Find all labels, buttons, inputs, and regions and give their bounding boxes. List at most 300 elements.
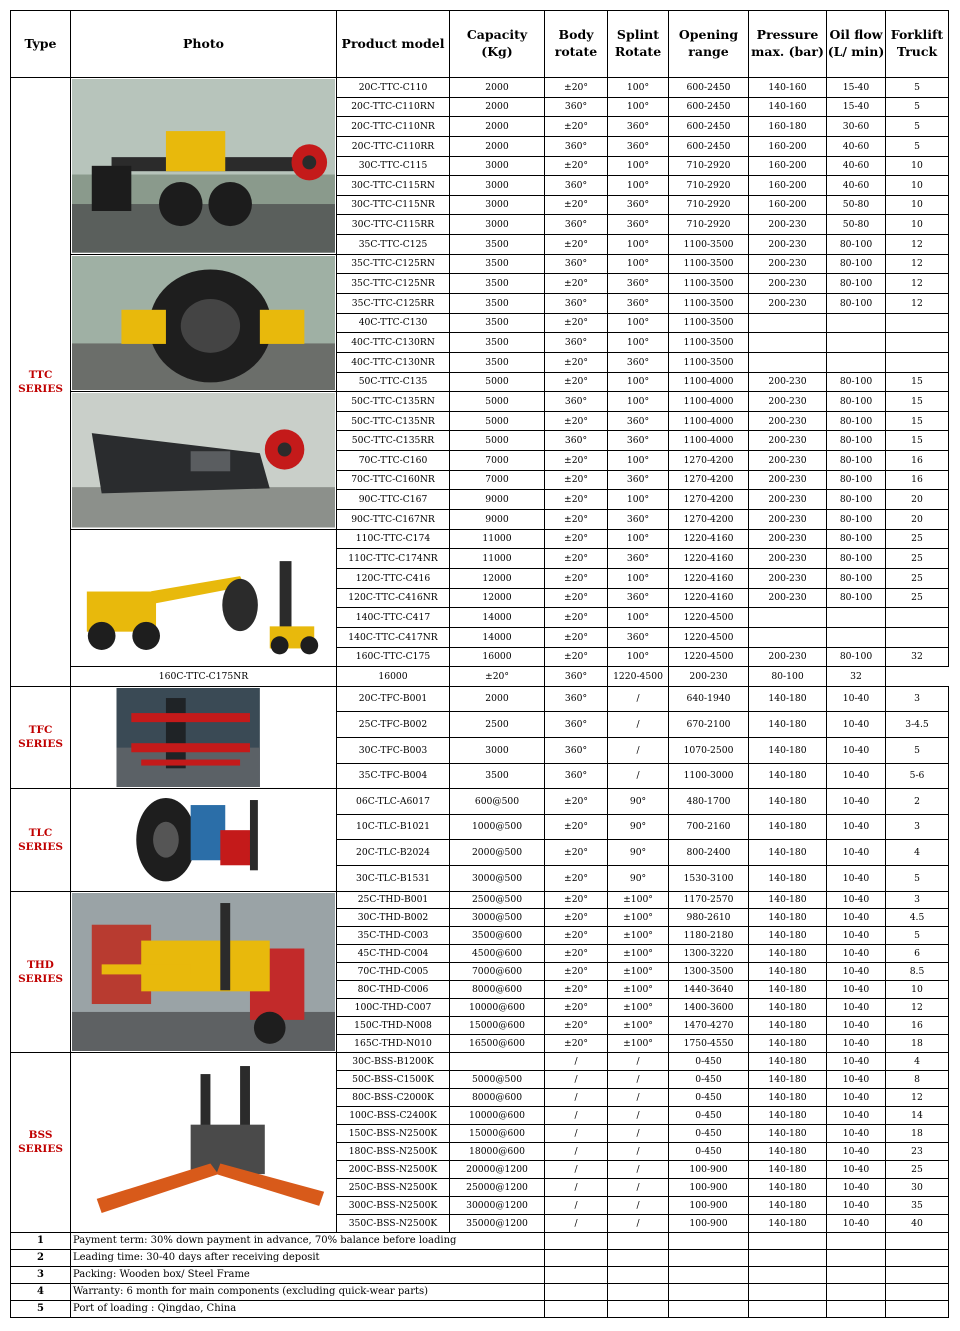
cell-pressure bbox=[749, 352, 827, 372]
cell-model: 20C-TTC-C110 bbox=[337, 78, 450, 98]
cell-splint-rotate: 360° bbox=[608, 431, 669, 451]
cell-model: 140C-TTC-C417 bbox=[337, 608, 450, 628]
cell-splint-rotate: 360° bbox=[608, 293, 669, 313]
cell-body-rotate: ±20° bbox=[545, 999, 608, 1017]
cell-splint-rotate: / bbox=[608, 1142, 669, 1160]
cell-oil-flow: 80-100 bbox=[827, 647, 886, 667]
cell-capacity: 9000 bbox=[450, 510, 545, 530]
footer-empty-cell bbox=[608, 1266, 669, 1283]
cell-pressure: 200-230 bbox=[749, 274, 827, 294]
cell-oil-flow: 10-40 bbox=[827, 712, 886, 738]
footer-empty-cell bbox=[827, 1266, 886, 1283]
cell-body-rotate: ±20° bbox=[545, 78, 608, 98]
cell-oil-flow: 10-40 bbox=[827, 1053, 886, 1071]
cell-forklift-truck: 16 bbox=[886, 1017, 949, 1035]
cell-capacity: 1000@500 bbox=[450, 814, 545, 840]
cell-forklift-truck: 8.5 bbox=[886, 963, 949, 981]
cell-body-rotate: / bbox=[545, 1106, 608, 1124]
cell-model: 40C-TTC-C130 bbox=[337, 313, 450, 333]
table-row bbox=[11, 667, 949, 687]
footer-empty-cell bbox=[545, 1266, 608, 1283]
cell-forklift-truck: 5 bbox=[886, 97, 949, 117]
footer-number: 5 bbox=[11, 1300, 71, 1317]
cell-oil-flow: 40-60 bbox=[827, 176, 886, 196]
cell-pressure: 200-230 bbox=[749, 411, 827, 431]
cell-opening-range: 1100-4000 bbox=[669, 411, 749, 431]
cell-body-rotate: ±20° bbox=[545, 1035, 608, 1053]
cell-pressure: 140-180 bbox=[749, 865, 827, 891]
cell-pressure: 200-230 bbox=[749, 588, 827, 608]
cell-forklift-truck: 5 bbox=[886, 737, 949, 763]
cell-capacity: 2000 bbox=[450, 117, 545, 137]
cell-body-rotate: 360° bbox=[545, 712, 608, 738]
cell-splint-rotate: ±100° bbox=[608, 963, 669, 981]
cell-opening-range: 600-2450 bbox=[669, 136, 749, 156]
cell-pressure: 160-200 bbox=[749, 195, 827, 215]
footer-empty-cell bbox=[886, 1283, 949, 1300]
cell-body-rotate: ±20° bbox=[545, 927, 608, 945]
cell-capacity: 5000 bbox=[450, 372, 545, 392]
cell-model: 140C-TTC-C417NR bbox=[337, 627, 450, 647]
cell-model: 35C-TTC-C125NR bbox=[337, 274, 450, 294]
footer-empty-cell bbox=[827, 1249, 886, 1266]
cell-model: 40C-TTC-C130RN bbox=[337, 333, 450, 353]
cell-capacity: 3000 bbox=[450, 156, 545, 176]
cell-pressure bbox=[749, 333, 827, 353]
cell-oil-flow: 40-60 bbox=[827, 156, 886, 176]
cell-model: 25C-THD-B001 bbox=[337, 891, 450, 909]
cell-forklift-truck: 12 bbox=[886, 999, 949, 1017]
cell-capacity: 7000 bbox=[450, 451, 545, 471]
cell-opening-range: 1300-3220 bbox=[669, 945, 749, 963]
cell-pressure: 140-180 bbox=[749, 1017, 827, 1035]
cell-forklift-truck: 16 bbox=[886, 451, 949, 471]
cell-forklift-truck: 15 bbox=[886, 411, 949, 431]
cell-forklift-truck: 12 bbox=[886, 1089, 949, 1107]
cell-model: 110C-TTC-C174NR bbox=[337, 549, 450, 569]
footer-row bbox=[11, 1300, 949, 1317]
cell-forklift-truck: 10 bbox=[886, 156, 949, 176]
cell-forklift-truck: 20 bbox=[886, 490, 949, 510]
cell-splint-rotate: 90° bbox=[608, 840, 669, 866]
cell-pressure: 160-180 bbox=[749, 117, 827, 137]
cell-forklift-truck: 35 bbox=[886, 1196, 949, 1214]
cell-opening-range: 710-2920 bbox=[669, 195, 749, 215]
cell-model: 40C-TTC-C130NR bbox=[337, 352, 450, 372]
cell-model: 70C-THD-C005 bbox=[337, 963, 450, 981]
cell-splint-rotate: 100° bbox=[608, 313, 669, 333]
cell-oil-flow bbox=[827, 313, 886, 333]
cell-capacity: 12000 bbox=[450, 568, 545, 588]
cell-capacity: 11000 bbox=[450, 549, 545, 569]
footer-empty-cell bbox=[608, 1300, 669, 1317]
cell-pressure: 140-180 bbox=[749, 909, 827, 927]
cell-model: 30C-TTC-C115RR bbox=[337, 215, 450, 235]
cell-forklift-truck: 5-6 bbox=[886, 763, 949, 789]
cell-forklift-truck: 2 bbox=[886, 789, 949, 815]
cell-splint-rotate: 360° bbox=[608, 549, 669, 569]
yellow-forklift-handler-photo bbox=[71, 891, 337, 1053]
cell-oil-flow: 80-100 bbox=[749, 667, 827, 687]
cell-forklift-truck: 4.5 bbox=[886, 909, 949, 927]
cell-pressure: 140-180 bbox=[749, 763, 827, 789]
footer-text: Leading time: 30-40 days after receiving deposit bbox=[71, 1249, 545, 1266]
cell-body-rotate: 360° bbox=[545, 254, 608, 274]
cell-pressure: 140-160 bbox=[749, 97, 827, 117]
cell-body-rotate: ±20° bbox=[545, 510, 608, 530]
footer-empty-cell bbox=[827, 1283, 886, 1300]
cell-splint-rotate: ±100° bbox=[608, 927, 669, 945]
cell-capacity: 5000 bbox=[450, 392, 545, 412]
cell-capacity: 10000@600 bbox=[450, 999, 545, 1017]
cell-oil-flow: 10-40 bbox=[827, 891, 886, 909]
footer-row bbox=[11, 1232, 949, 1249]
footer-empty-cell bbox=[545, 1300, 608, 1317]
cell-capacity: 4500@600 bbox=[450, 945, 545, 963]
cell-body-rotate: ±20° bbox=[545, 549, 608, 569]
cell-forklift-truck: 10 bbox=[886, 176, 949, 196]
cell-capacity: 3500 bbox=[450, 333, 545, 353]
cell-forklift-truck: 10 bbox=[886, 215, 949, 235]
cell-oil-flow: 10-40 bbox=[827, 737, 886, 763]
cell-model: 25C-TFC-B002 bbox=[337, 712, 450, 738]
cell-capacity: 35000@1200 bbox=[450, 1214, 545, 1232]
cell-oil-flow: 10-40 bbox=[827, 1178, 886, 1196]
cell-body-rotate: / bbox=[545, 1178, 608, 1196]
cell-splint-rotate: 90° bbox=[608, 865, 669, 891]
cell-capacity: 3500@600 bbox=[450, 927, 545, 945]
cell-oil-flow: 80-100 bbox=[827, 254, 886, 274]
cell-pressure: 140-180 bbox=[749, 999, 827, 1017]
cell-model: 50C-TTC-C135NR bbox=[337, 411, 450, 431]
series-type-label: BSS SERIES bbox=[11, 1053, 71, 1233]
header-model: Product model bbox=[337, 11, 450, 78]
cell-splint-rotate: ±100° bbox=[608, 981, 669, 999]
cell-pressure bbox=[749, 608, 827, 628]
cell-pressure: 200-230 bbox=[669, 667, 749, 687]
cell-forklift-truck: 3 bbox=[886, 814, 949, 840]
cell-opening-range: 0-450 bbox=[669, 1142, 749, 1160]
cell-capacity: 3000 bbox=[450, 737, 545, 763]
cell-capacity: 7000@600 bbox=[450, 963, 545, 981]
cell-pressure: 140-160 bbox=[749, 78, 827, 98]
cell-forklift-truck: 40 bbox=[886, 1214, 949, 1232]
cell-forklift-truck bbox=[886, 352, 949, 372]
cell-capacity: 3000 bbox=[450, 176, 545, 196]
cell-model: 80C-THD-C006 bbox=[337, 981, 450, 999]
cell-forklift-truck bbox=[886, 313, 949, 333]
cell-pressure: 200-230 bbox=[749, 235, 827, 255]
cell-capacity: 5000 bbox=[450, 411, 545, 431]
cell-capacity: 12000 bbox=[450, 588, 545, 608]
cell-splint-rotate: 100° bbox=[608, 451, 669, 471]
cell-splint-rotate: / bbox=[608, 1124, 669, 1142]
cell-model: 70C-TTC-C160NR bbox=[337, 470, 450, 490]
cell-forklift-truck: 5 bbox=[886, 136, 949, 156]
cell-capacity: 14000 bbox=[450, 627, 545, 647]
cell-opening-range: 1100-3000 bbox=[669, 763, 749, 789]
cell-opening-range: 100-900 bbox=[669, 1178, 749, 1196]
cell-body-rotate: / bbox=[545, 1214, 608, 1232]
cell-forklift-truck: 8 bbox=[886, 1071, 949, 1089]
cell-body-rotate: ±20° bbox=[545, 352, 608, 372]
cell-body-rotate: ±20° bbox=[545, 608, 608, 628]
cell-body-rotate: ±20° bbox=[545, 451, 608, 471]
cell-splint-rotate: 360° bbox=[608, 117, 669, 137]
cell-oil-flow: 10-40 bbox=[827, 1160, 886, 1178]
side-shifter-fork-positioner-photo bbox=[71, 1053, 337, 1233]
cell-opening-range: 1220-4160 bbox=[669, 568, 749, 588]
cell-opening-range: 0-450 bbox=[669, 1124, 749, 1142]
cell-forklift-truck: 15 bbox=[886, 392, 949, 412]
cell-model: 150C-BSS-N2500K bbox=[337, 1124, 450, 1142]
cell-capacity bbox=[450, 1053, 545, 1071]
cell-oil-flow: 50-80 bbox=[827, 195, 886, 215]
cell-forklift-truck: 3-4.5 bbox=[886, 712, 949, 738]
cell-pressure: 140-180 bbox=[749, 712, 827, 738]
cell-body-rotate: ±20° bbox=[545, 490, 608, 510]
cell-opening-range: 600-2450 bbox=[669, 78, 749, 98]
cell-pressure: 140-180 bbox=[749, 1160, 827, 1178]
cell-model: 350C-BSS-N2500K bbox=[337, 1214, 450, 1232]
cell-oil-flow: 80-100 bbox=[827, 411, 886, 431]
cell-oil-flow: 10-40 bbox=[827, 1124, 886, 1142]
cell-body-rotate: ±20° bbox=[545, 865, 608, 891]
cell-oil-flow: 10-40 bbox=[827, 840, 886, 866]
cell-opening-range: 710-2920 bbox=[669, 156, 749, 176]
cell-oil-flow: 10-40 bbox=[827, 1196, 886, 1214]
cell-oil-flow: 10-40 bbox=[827, 999, 886, 1017]
cell-oil-flow: 80-100 bbox=[827, 470, 886, 490]
cell-capacity: 10000@600 bbox=[450, 1106, 545, 1124]
cell-model: 30C-TTC-C115RN bbox=[337, 176, 450, 196]
cell-splint-rotate: ±100° bbox=[608, 999, 669, 1017]
cell-splint-rotate: 360° bbox=[608, 215, 669, 235]
cell-model: 20C-TLC-B2024 bbox=[337, 840, 450, 866]
header-photo: Photo bbox=[71, 11, 337, 78]
cell-splint-rotate: 360° bbox=[608, 352, 669, 372]
cell-model: 90C-TTC-C167 bbox=[337, 490, 450, 510]
tire-handler-attachment-photo bbox=[71, 392, 337, 530]
cell-opening-range: 1220-4500 bbox=[608, 667, 669, 687]
cell-pressure: 140-180 bbox=[749, 891, 827, 909]
cell-pressure: 140-180 bbox=[749, 981, 827, 999]
cell-capacity: 3500 bbox=[450, 235, 545, 255]
cell-pressure: 140-180 bbox=[749, 737, 827, 763]
cell-forklift-truck: 15 bbox=[886, 431, 949, 451]
footer-empty-cell bbox=[749, 1300, 827, 1317]
footer-empty-cell bbox=[669, 1232, 749, 1249]
cell-opening-range: 1750-4550 bbox=[669, 1035, 749, 1053]
cell-model: 20C-TFC-B001 bbox=[337, 686, 450, 712]
series-type-label: TLC SERIES bbox=[11, 789, 71, 891]
cell-pressure: 200-230 bbox=[749, 451, 827, 471]
cell-forklift-truck: 15 bbox=[886, 372, 949, 392]
cell-body-rotate: / bbox=[545, 1053, 608, 1071]
cell-body-rotate: ±20° bbox=[545, 945, 608, 963]
cell-opening-range: 1100-3500 bbox=[669, 254, 749, 274]
cell-body-rotate: ±20° bbox=[545, 411, 608, 431]
cell-splint-rotate: 360° bbox=[608, 510, 669, 530]
cell-body-rotate: ±20° bbox=[545, 274, 608, 294]
cell-capacity: 3000@500 bbox=[450, 865, 545, 891]
cell-pressure: 200-230 bbox=[749, 529, 827, 549]
cell-capacity: 3500 bbox=[450, 293, 545, 313]
cell-model: 120C-TTC-C416 bbox=[337, 568, 450, 588]
cell-pressure: 140-180 bbox=[749, 963, 827, 981]
cell-body-rotate: ±20° bbox=[545, 840, 608, 866]
cell-model: 150C-THD-N008 bbox=[337, 1017, 450, 1035]
cell-model: 180C-BSS-N2500K bbox=[337, 1142, 450, 1160]
cell-splint-rotate: / bbox=[608, 1214, 669, 1232]
cell-splint-rotate: 90° bbox=[608, 814, 669, 840]
cell-forklift-truck: 25 bbox=[886, 568, 949, 588]
cell-model: 30C-TTC-C115NR bbox=[337, 195, 450, 215]
cell-oil-flow: 40-60 bbox=[827, 136, 886, 156]
cell-body-rotate: ±20° bbox=[545, 529, 608, 549]
cell-forklift-truck: 3 bbox=[886, 891, 949, 909]
cell-capacity: 3000 bbox=[450, 195, 545, 215]
cell-splint-rotate: 100° bbox=[608, 156, 669, 176]
cell-splint-rotate: / bbox=[608, 1053, 669, 1071]
cell-pressure: 140-180 bbox=[749, 927, 827, 945]
cell-model: 100C-THD-C007 bbox=[337, 999, 450, 1017]
cell-opening-range: 1270-4200 bbox=[669, 451, 749, 471]
cell-model: 10C-TLC-B1021 bbox=[337, 814, 450, 840]
cell-splint-rotate: 100° bbox=[608, 78, 669, 98]
cell-body-rotate: 360° bbox=[545, 136, 608, 156]
cell-splint-rotate: 100° bbox=[608, 608, 669, 628]
cell-body-rotate: 360° bbox=[545, 763, 608, 789]
cell-capacity: 11000 bbox=[450, 529, 545, 549]
footer-empty-cell bbox=[886, 1249, 949, 1266]
table-row bbox=[11, 789, 949, 815]
cell-opening-range: 1100-3500 bbox=[669, 274, 749, 294]
cell-splint-rotate: 360° bbox=[608, 195, 669, 215]
cell-splint-rotate: 360° bbox=[608, 411, 669, 431]
cell-opening-range: 1220-4160 bbox=[669, 529, 749, 549]
cell-model: 06C-TLC-A6017 bbox=[337, 789, 450, 815]
cell-body-rotate: / bbox=[545, 1071, 608, 1089]
cell-pressure: 200-230 bbox=[749, 215, 827, 235]
cell-forklift-truck: 4 bbox=[886, 840, 949, 866]
cell-pressure: 160-200 bbox=[749, 176, 827, 196]
cell-model: 35C-TTC-C125RN bbox=[337, 254, 450, 274]
cell-splint-rotate: / bbox=[608, 737, 669, 763]
cell-opening-range: 1170-2570 bbox=[669, 891, 749, 909]
footer-empty-cell bbox=[827, 1232, 886, 1249]
cell-pressure: 140-180 bbox=[749, 1071, 827, 1089]
footer-number: 3 bbox=[11, 1266, 71, 1283]
cell-forklift-truck: 12 bbox=[886, 274, 949, 294]
cell-model: 300C-BSS-N2500K bbox=[337, 1196, 450, 1214]
cell-capacity: 3500 bbox=[450, 763, 545, 789]
cell-opening-range: 1100-3500 bbox=[669, 352, 749, 372]
cell-model: 120C-TTC-C416NR bbox=[337, 588, 450, 608]
cell-body-rotate: 360° bbox=[545, 176, 608, 196]
footer-row bbox=[11, 1249, 949, 1266]
cell-splint-rotate: ±100° bbox=[608, 909, 669, 927]
cell-oil-flow: 15-40 bbox=[827, 97, 886, 117]
cell-opening-range: 600-2450 bbox=[669, 97, 749, 117]
cell-model: 20C-TTC-C110NR bbox=[337, 117, 450, 137]
cell-splint-rotate: 360° bbox=[608, 588, 669, 608]
cell-oil-flow: 80-100 bbox=[827, 451, 886, 471]
cell-pressure: 140-180 bbox=[749, 814, 827, 840]
cell-splint-rotate: 100° bbox=[608, 529, 669, 549]
cell-capacity: 14000 bbox=[450, 608, 545, 628]
cell-capacity: 8000@600 bbox=[450, 981, 545, 999]
cell-opening-range: 1070-2500 bbox=[669, 737, 749, 763]
footer-empty-cell bbox=[608, 1283, 669, 1300]
cell-body-rotate: ±20° bbox=[545, 568, 608, 588]
cell-forklift-truck: 18 bbox=[886, 1124, 949, 1142]
cell-pressure: 140-180 bbox=[749, 1142, 827, 1160]
cell-forklift-truck: 5 bbox=[886, 865, 949, 891]
cell-capacity: 2000@500 bbox=[450, 840, 545, 866]
header-body-rotate: Body rotate bbox=[545, 11, 608, 78]
cell-splint-rotate: / bbox=[608, 1196, 669, 1214]
cell-body-rotate: / bbox=[545, 1124, 608, 1142]
cell-splint-rotate: 100° bbox=[608, 490, 669, 510]
footer-number: 4 bbox=[11, 1283, 71, 1300]
cell-opening-range: 1220-4500 bbox=[669, 627, 749, 647]
footer-empty-cell bbox=[886, 1266, 949, 1283]
table-row bbox=[11, 529, 949, 549]
table-row bbox=[11, 891, 949, 909]
cell-body-rotate: ±20° bbox=[545, 588, 608, 608]
cell-splint-rotate: / bbox=[608, 1160, 669, 1178]
cell-capacity: 2000 bbox=[450, 78, 545, 98]
cell-body-rotate: ±20° bbox=[450, 667, 545, 687]
cell-forklift-truck: 32 bbox=[886, 647, 949, 667]
cell-splint-rotate: / bbox=[608, 763, 669, 789]
cell-opening-range: 0-450 bbox=[669, 1089, 749, 1107]
cell-forklift-truck: 16 bbox=[886, 470, 949, 490]
cell-opening-range: 800-2400 bbox=[669, 840, 749, 866]
header-type: Type bbox=[11, 11, 71, 78]
cell-model: 35C-TTC-C125 bbox=[337, 235, 450, 255]
footer-text: Port of loading : Qingdao, China bbox=[71, 1300, 545, 1317]
table-row bbox=[11, 392, 949, 412]
footer-row bbox=[11, 1283, 949, 1300]
cell-model: 200C-BSS-N2500K bbox=[337, 1160, 450, 1178]
cell-model: 35C-TTC-C125RR bbox=[337, 293, 450, 313]
cell-pressure: 140-180 bbox=[749, 840, 827, 866]
cell-oil-flow bbox=[827, 352, 886, 372]
cell-splint-rotate: ±100° bbox=[608, 891, 669, 909]
cell-oil-flow: 10-40 bbox=[827, 1106, 886, 1124]
cell-splint-rotate: / bbox=[608, 712, 669, 738]
cell-splint-rotate: 360° bbox=[608, 274, 669, 294]
cell-body-rotate: / bbox=[545, 1196, 608, 1214]
footer-empty-cell bbox=[669, 1249, 749, 1266]
cell-splint-rotate: 360° bbox=[608, 627, 669, 647]
series-type-label: THD SERIES bbox=[11, 891, 71, 1053]
cell-opening-range: 100-900 bbox=[669, 1214, 749, 1232]
cell-body-rotate: ±20° bbox=[545, 470, 608, 490]
cell-opening-range: 100-900 bbox=[669, 1196, 749, 1214]
table-row bbox=[11, 78, 949, 98]
cell-splint-rotate: / bbox=[608, 1178, 669, 1196]
cell-forklift-truck: 5 bbox=[886, 117, 949, 137]
cell-opening-range: 640-1940 bbox=[669, 686, 749, 712]
cell-splint-rotate: 100° bbox=[608, 254, 669, 274]
cell-oil-flow: 80-100 bbox=[827, 372, 886, 392]
header-forklift-truck: Forklift Truck bbox=[886, 11, 949, 78]
cell-oil-flow bbox=[827, 608, 886, 628]
cell-model: 165C-THD-N010 bbox=[337, 1035, 450, 1053]
